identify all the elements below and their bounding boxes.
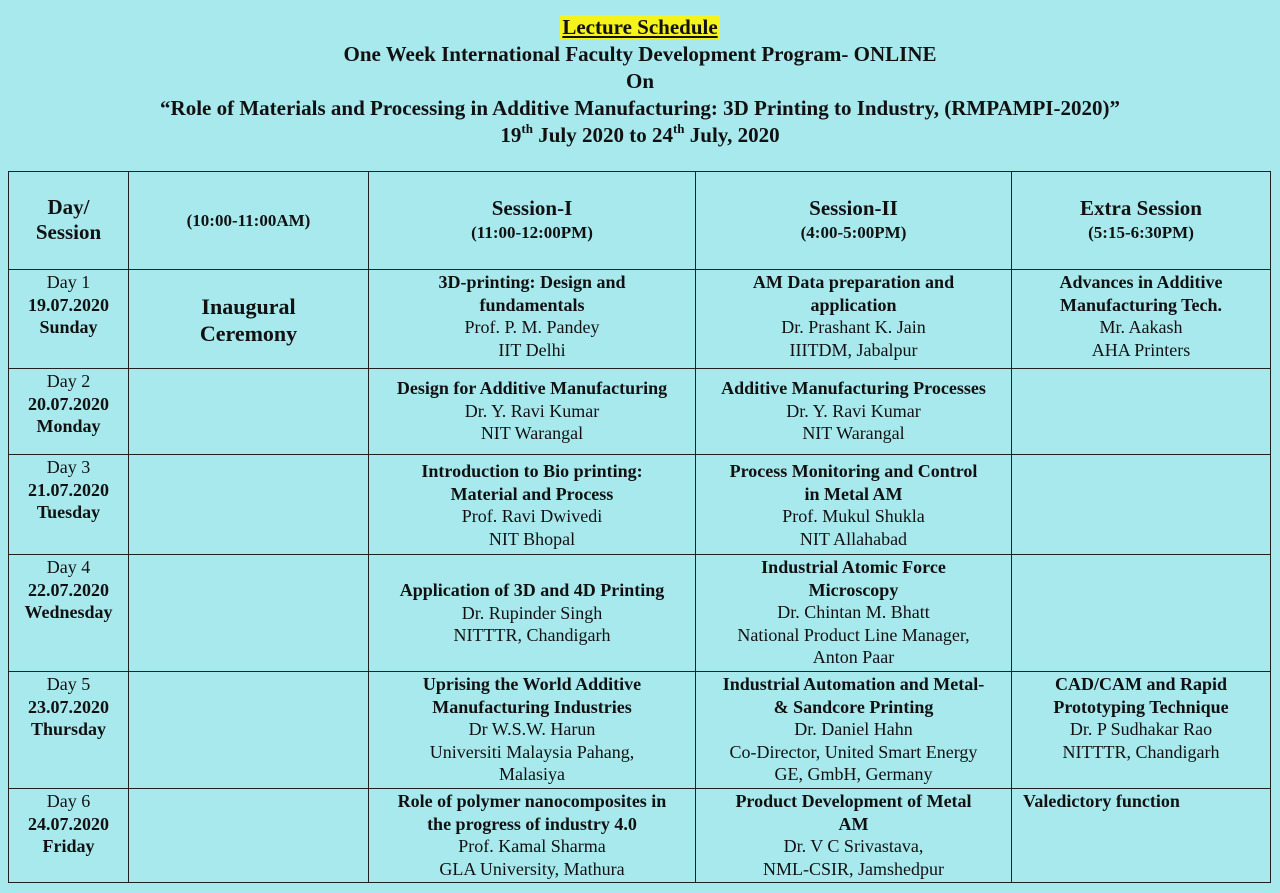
table-row (9, 671, 1271, 788)
extra-session-cell (1012, 555, 1271, 672)
session-1-cell: Uprising the World Additive Manufacturing Industries Dr W.S.W. Harun Universiti Malaysia Pahang, Malasiya (369, 671, 696, 788)
header-day-session: Day/ Session (9, 172, 129, 270)
opening-cell (129, 270, 369, 369)
on-word: On (625, 69, 654, 93)
extra-session-cell (1012, 788, 1271, 882)
opening-cell (129, 455, 369, 555)
session-1-cell: Application of 3D and 4D Printing Dr. Rupinder Singh NITTTR, Chandigarh (369, 555, 696, 672)
session-1-cell: Design for Additive Manufacturing Dr. Y. Ravi Kumar NIT Warangal (369, 369, 696, 455)
session-1-cell: Role of polymer nanocomposites in the progress of industry 4.0 Prof. Kamal Sharma GLA University, Mathura (369, 788, 696, 882)
table-row (9, 270, 1271, 369)
day-cell: Day 1 19.07.2020 Sunday (9, 270, 129, 369)
session-2-cell: Additive Manufacturing Processes Dr. Y. Ravi Kumar NIT Warangal (696, 369, 1012, 455)
document-header (0, 14, 1280, 149)
schedule-table (8, 171, 1271, 883)
program-theme: “Role of Materials and Processing in Additive Manufacturing: 3D Printing to Industry, (RMPAMPI-2020)” (160, 96, 1120, 120)
table-row (9, 455, 1271, 555)
header-opening-slot: (10:00-11:00AM) (129, 172, 369, 270)
header-extra-session: Extra Session (5:15-6:30PM) (1012, 172, 1271, 270)
day-cell: Day 6 24.07.2020 Friday (9, 788, 129, 882)
day-cell: Day 2 20.07.2020 Monday (9, 369, 129, 455)
day-cell: Day 4 22.07.2020 Wednesday (9, 555, 129, 672)
opening-cell (129, 369, 369, 455)
session-2-cell: Product Development of Metal AM Dr. V C Srivastava, NML-CSIR, Jamshedpur (696, 788, 1012, 882)
inaugural-ceremony: Inaugural Ceremony (199, 294, 298, 346)
day-cell: Day 5 23.07.2020 Thursday (9, 671, 129, 788)
valedictory-function: Valedictory function (1023, 790, 1180, 811)
extra-session-cell (1012, 455, 1271, 555)
lecture-schedule-title: Lecture Schedule (562, 15, 718, 39)
session-2-cell: Industrial Atomic Force Microscopy Dr. Chintan M. Bhatt National Product Line Manager, Anton Paar (696, 555, 1012, 672)
extra-session-cell: Advances in Additive Manufacturing Tech. Mr. Aakash AHA Printers (1012, 270, 1271, 369)
table-header-row (9, 172, 1271, 270)
header-session-2: Session-II (4:00-5:00PM) (696, 172, 1012, 270)
session-2-cell: Process Monitoring and Control in Metal AM Prof. Mukul Shukla NIT Allahabad (696, 455, 1012, 555)
opening-cell (129, 788, 369, 882)
extra-session-cell: CAD/CAM and Rapid Prototyping Technique Dr. P Sudhakar Rao NITTTR, Chandigarh (1012, 671, 1271, 788)
table-row (9, 369, 1271, 455)
opening-cell (129, 671, 369, 788)
session-1-cell: Introduction to Bio printing: Material and Process Prof. Ravi Dwivedi NIT Bhopal (369, 455, 696, 555)
session-1-cell: 3D-printing: Design and fundamentals Prof. P. M. Pandey IIT Delhi (369, 270, 696, 369)
program-name: One Week International Faculty Development Program- ONLINE (343, 42, 937, 66)
header-session-1: Session-I (11:00-12:00PM) (369, 172, 696, 270)
table-row (9, 555, 1271, 672)
extra-session-cell (1012, 369, 1271, 455)
session-2-cell: Industrial Automation and Metal- & Sandcore Printing Dr. Daniel Hahn Co-Director, United Smart Energy GE, GmbH, Germany (696, 671, 1012, 788)
day-cell: Day 3 21.07.2020 Tuesday (9, 455, 129, 555)
program-dates: 19th July 2020 to 24th July, 2020 (500, 121, 780, 147)
table-row (9, 788, 1271, 882)
opening-cell (129, 555, 369, 672)
session-2-cell: AM Data preparation and application Dr. Prashant K. Jain IIITDM, Jabalpur (696, 270, 1012, 369)
title-line (0, 14, 1280, 41)
